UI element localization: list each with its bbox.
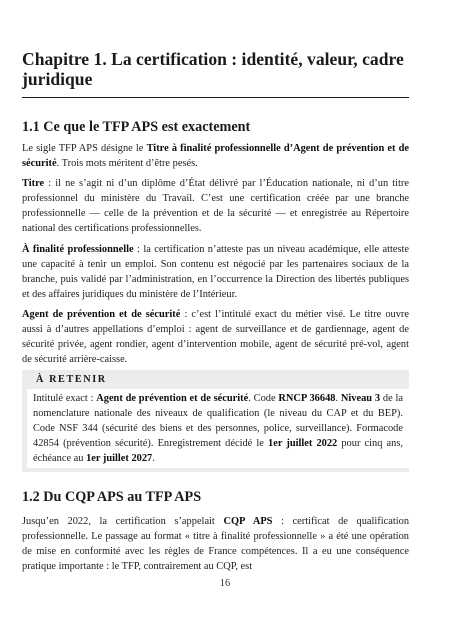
section-1-2-body — [22, 514, 409, 579]
paragraph-text: Le sigle TFP APS désigne le — [22, 143, 147, 154]
paragraph-text: . Trois mots méritent d’être pesés. — [56, 158, 198, 170]
retenir-text: . — [152, 453, 155, 465]
retenir-text: . Code — [248, 393, 279, 404]
retenir-text: de la nomenclature nationale des niveaux de qualification (le niveau du CAP et du BEP). Code NSF 344 (sécurité des biens et des personnes, police, surveillance). Formacode 42854 (prévention sécurité). Enregistrement décidé le — [33, 393, 404, 450]
retenir-bold: 1er juillet 2022 — [268, 438, 338, 450]
paragraph-titre — [22, 176, 409, 236]
retenir-content — [27, 389, 409, 468]
paragraph-sigle — [22, 141, 409, 171]
page-number: 16 — [219, 578, 231, 589]
bold-term: À finalité professionnelle — [22, 243, 134, 255]
retenir-bold: Agent de prévention et de sécurité — [96, 393, 249, 404]
chapter-title: Chapitre 1. La certification : identité, valeur, cadre juridique — [22, 49, 404, 89]
retenir-bold: 1er juillet 2027 — [86, 453, 153, 465]
bold-term: Titre à finalité professionnelle d’Agent de prévention et de sécurité — [22, 143, 410, 170]
paragraph-text: : la certification n’atteste pas un niveau académique, elle atteste une capacité à tenir un emploi. Son contenu est négocié par les partenaires sociaux de la branche, puis validé par l’administration, en l’occurrence la Direction des libertés publiques et des affaires juridiques du ministère de l’Intérieur. — [22, 243, 410, 300]
section-heading-1-1: 1.1 Ce que le TFP APS est exactement — [22, 119, 251, 135]
bold-term: Titre — [22, 178, 45, 190]
retenir-text: pour cinq ans, échéance au — [33, 438, 403, 465]
chapter-divider — [22, 97, 409, 98]
retenir-title: À RETENIR — [36, 374, 107, 385]
section-heading-1-2: 1.2 Du CQP APS au TFP APS — [22, 489, 202, 505]
section-1-1-body — [22, 141, 409, 372]
paragraph-text: : il ne s’agit ni d’un diplôme d’État délivré par l’Éducation nationale, ni d’un titre professionnel du ministère du Travail. C’est une certification créée par une branche professionnelle — celle de la prévention et de la sécurité — et enregistrée au Répertoire national des certifications professionnelles. — [22, 178, 409, 235]
retenir-bold: Niveau 3 — [340, 393, 381, 404]
paragraph-text: : certificat de qualification professionnelle. Le passage au format « titre à finalité professionnelle » a été une opération de mise en conformité avec les règles de France compétences. Il a eu une conséquence pratique importante : le TFP, contrairement au CQP, est — [22, 516, 410, 573]
paragraph-finalite — [22, 242, 409, 302]
paragraph-text: : c’est l’intitulé exact du métier visé. Le titre ouvre aussi à d’autres appellations d’emploi : agent de surveillance et de gardiennage, agent de sécurité privée, agent rondier, agent d’intervention mobile, agent de sécurité pré-vol, agent de sécurité arrière-caisse. — [22, 308, 410, 366]
retenir-box — [22, 370, 409, 472]
retenir-bold: RNCP 36648 — [278, 393, 336, 404]
paragraph-text: Jusqu’en 2022, la certification s’appelait — [22, 516, 224, 527]
paragraph-cqp — [22, 514, 409, 574]
paragraph-agent — [22, 307, 409, 367]
bold-term: Agent de prévention et de sécurité — [22, 308, 181, 320]
bold-term: CQP APS — [223, 516, 273, 527]
retenir-text: . — [335, 393, 341, 404]
retenir-text: Intitulé exact : — [33, 393, 97, 404]
